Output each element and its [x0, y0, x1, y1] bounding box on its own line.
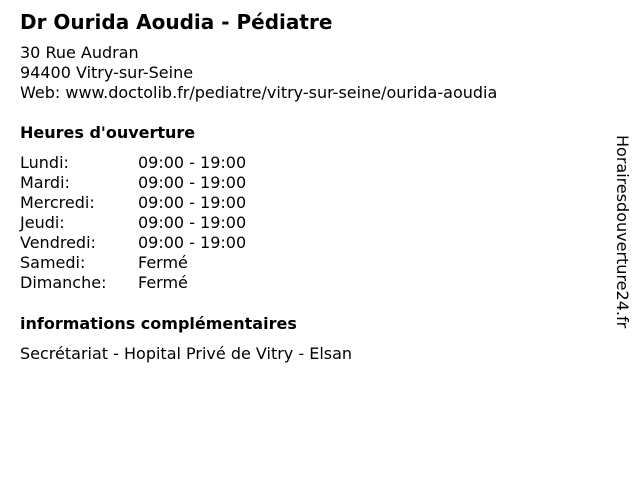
additional-info-text: Secrétariat - Hopital Privé de Vitry - Elsan [20, 344, 353, 363]
hours-row-wednesday [20, 193, 338, 213]
hours-value: 09:00 - 19:00 [138, 213, 247, 232]
hours-value: Fermé [138, 273, 188, 292]
hours-value: 09:00 - 19:00 [138, 173, 247, 192]
day-label: Vendredi: [20, 233, 96, 252]
day-label: Dimanche: [20, 273, 107, 292]
hours-row-sunday [20, 273, 338, 293]
day-label: Samedi: [20, 253, 86, 272]
address-city: 94400 Vitry-sur-Seine [20, 63, 194, 82]
hours-row-tuesday [20, 173, 338, 193]
hours-value: 09:00 - 19:00 [138, 233, 247, 252]
hours-value: Fermé [138, 253, 188, 272]
page-title: Dr Ourida Aoudia - Pédiatre [20, 10, 333, 34]
day-label: Lundi: [20, 153, 69, 172]
hours-value: 09:00 - 19:00 [138, 153, 247, 172]
hours-row-saturday [20, 253, 338, 273]
website-link[interactable]: Web: www.doctolib.fr/pediatre/vitry-sur-seine/ourida-aoudia [20, 83, 498, 102]
hours-row-monday [20, 153, 338, 173]
hours-value: 09:00 - 19:00 [138, 193, 247, 212]
hours-row-friday [20, 233, 338, 253]
day-label: Mercredi: [20, 193, 95, 212]
hours-row-thursday [20, 213, 338, 233]
day-label: Jeudi: [20, 213, 65, 232]
day-label: Mardi: [20, 173, 70, 192]
site-watermark: Horairesdouverture24.fr [613, 135, 632, 329]
additional-info-heading: informations complémentaires [20, 314, 297, 333]
address-street: 30 Rue Audran [20, 43, 139, 62]
opening-hours-table [20, 153, 338, 293]
opening-hours-heading: Heures d'ouverture [20, 123, 196, 142]
